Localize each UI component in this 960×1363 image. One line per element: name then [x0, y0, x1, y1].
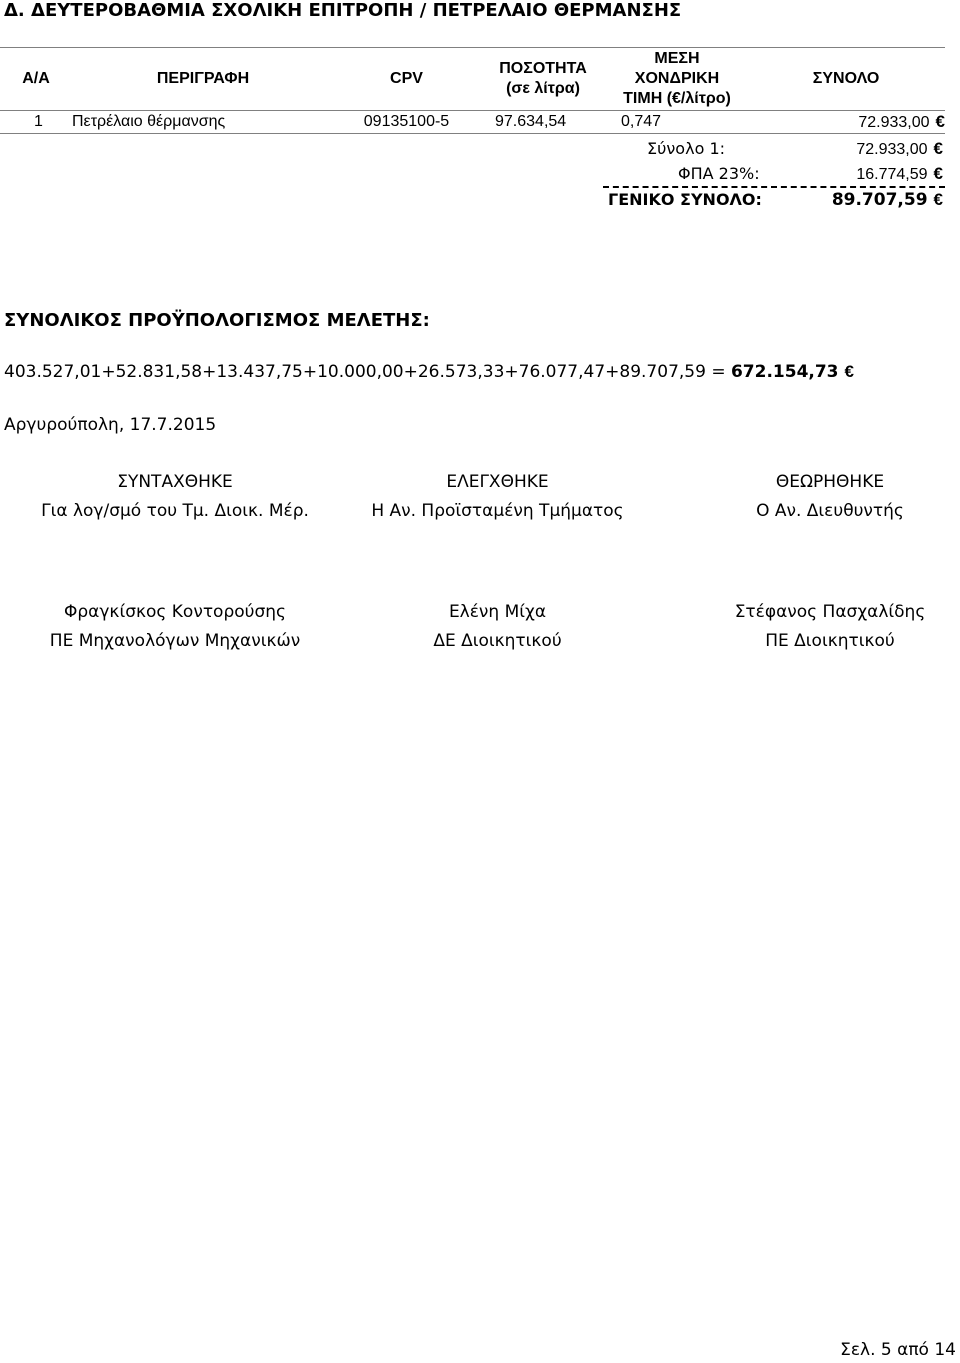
- table-header-row: [0, 48, 945, 111]
- overall-budget-title: ΣΥΝΟΛΙΚΟΣ ΠΡΟΫΠΟΛΟΓΙΣΜΟΣ ΜΕΛΕΤΗΣ:: [4, 310, 430, 331]
- page-number: Σελ. 5 από 14: [840, 1340, 956, 1360]
- place-date: Αργυρούπολη, 17.7.2015: [4, 415, 217, 435]
- header-quantity: [479, 48, 607, 111]
- header-quantity-line2: (σε λίτρα): [506, 80, 580, 97]
- subtotal-value: 72.933,00 €: [856, 139, 943, 158]
- signatory-checked: [345, 598, 650, 656]
- euro-icon: €: [933, 190, 943, 209]
- signatory-title: ΔΕ Διοικητικού: [433, 631, 562, 651]
- header-cpv: CPV: [334, 48, 479, 111]
- overall-budget-result: 672.154,73: [730, 362, 839, 382]
- cell-aa: 1: [0, 111, 72, 134]
- signatory-name: Φραγκίσκος Κοντορούσης: [63, 602, 287, 622]
- signature-block-checked: [345, 468, 650, 526]
- grand-total-label: ΓΕΝΙΚΟ ΣΥΝΟΛΟ:: [608, 190, 762, 209]
- euro-icon: €: [672, 90, 681, 107]
- header-aa: Α/Α: [0, 48, 72, 111]
- signatory-name: Στέφανος Πασχαλίδης: [734, 602, 926, 622]
- header-price-line1: ΜΕΣΗ: [654, 50, 700, 67]
- euro-icon: €: [935, 112, 945, 131]
- signature-status: ΣΥΝΤΑΧΘΗΚΕ: [117, 472, 233, 492]
- signature-block-prepared: [20, 468, 330, 526]
- signature-status: ΘΕΩΡΗΘΗΚΕ: [775, 472, 885, 492]
- cell-description: Πετρέλαιο θέρμανσης: [72, 111, 334, 134]
- budget-table: [0, 47, 945, 134]
- signature-role: Η Αν. Προϊσταμένη Τμήματος: [371, 501, 624, 521]
- signatory-title: ΠΕ Μηχανολόγων Μηχανικών: [49, 631, 301, 651]
- euro-icon: €: [933, 139, 943, 158]
- signatory-approved: [700, 598, 960, 656]
- euro-icon: €: [844, 362, 854, 381]
- cell-total: 72.933,00 €: [747, 111, 945, 134]
- euro-icon: €: [933, 164, 943, 183]
- signature-status: ΕΛΕΓΧΘΗΚΕ: [446, 472, 549, 492]
- signatory-prepared: [10, 598, 340, 656]
- cell-cpv: 09135100-5: [334, 111, 479, 134]
- vat-value: 16.774,59 €: [856, 164, 943, 183]
- signature-block-approved: [710, 468, 950, 526]
- cell-price: 0,747: [607, 111, 747, 134]
- header-price-line2: ΧΟΝΔΡΙΚΗ: [634, 70, 720, 87]
- signature-role: Για λογ/σμό του Τμ. Διοικ. Μέρ.: [41, 501, 309, 521]
- summary-divider: [603, 186, 945, 188]
- subtotal-label: Σύνολο 1:: [647, 139, 726, 158]
- signatory-name: Ελένη Μίχα: [448, 602, 547, 622]
- vat-label: ΦΠΑ 23%:: [678, 164, 760, 183]
- header-description: ΠΕΡΙΓΡΑΦΗ: [72, 48, 334, 111]
- header-total: ΣΥΝΟΛΟ: [747, 48, 945, 111]
- header-quantity-line1: ΠΟΣΟΤΗΤΑ: [499, 60, 587, 77]
- signature-role: Ο Αν. Διευθυντής: [756, 501, 904, 521]
- signatory-title: ΠΕ Διοικητικού: [765, 631, 895, 651]
- grand-total-value: 89.707,59 €: [831, 190, 943, 210]
- overall-budget-calculation: 403.527,01+52.831,58+13.437,75+10.000,00+26.573,33+76.077,47+89.707,59 = 672.154,73 €: [4, 362, 854, 382]
- header-price: [607, 48, 747, 111]
- cell-quantity: 97.634,54: [479, 111, 607, 134]
- header-price-line3: ΤΙΜΗ (€/λίτρο): [623, 90, 731, 107]
- table-row: [0, 111, 945, 134]
- section-title: Δ. ΔΕΥΤΕΡΟΒΑΘΜΙΑ ΣΧΟΛΙΚΗ ΕΠΙΤΡΟΠΗ / ΠΕΤΡΕΛΑΙΟ ΘΕΡΜΑΝΣΗΣ: [4, 0, 682, 21]
